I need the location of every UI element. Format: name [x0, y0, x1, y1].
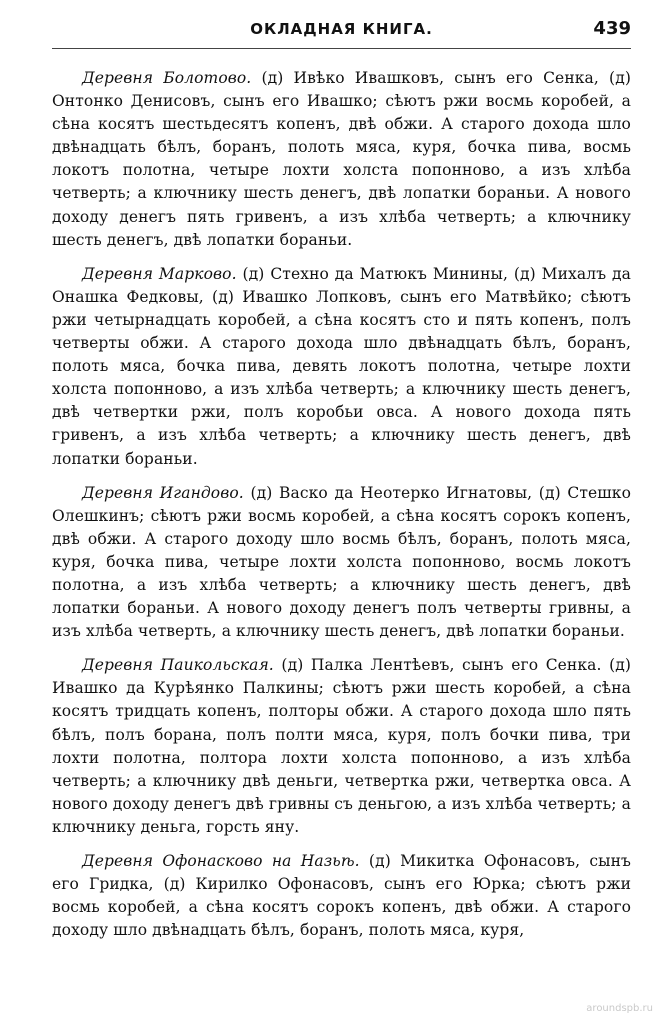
- watermark: aroundspb.ru: [586, 1003, 653, 1014]
- village-entry: [52, 850, 631, 942]
- village-entry: [52, 482, 631, 644]
- village-name: Деревня Офонасково на Назьѣ.: [82, 852, 360, 870]
- entry-text: (д) Палка Лентѣевъ, сынъ его Сенка. (д) Ивашко да Курѣянко Палкины; сѣютъ ржи шесть коробей, а сѣна косятъ тридцать копенъ, полторы обжи. А старого дохода шло пять бѣлъ, полъ борана, полъ полти мяса, куря, полъ бочки пива, три лохти полотна, полтора лохти холста попонново, а изъ хлѣба четверть; а ключнику двѣ деньги, четвертка ржи, четвертка овса. А нового доходу денегъ двѣ гривны съ деньгою, а изъ хлѣба четверть; а ключнику деньга, горсть яну.: [52, 656, 632, 836]
- village-name: Деревня Марково.: [82, 264, 237, 283]
- entry-text: (д) Васко да Неотерко Игнатовы, (д) Стешко Олешкинъ; сѣютъ ржи восмь коробей, а сѣна косятъ сорокъ копенъ, двѣ обжи. А старого доходу шло восмь бѣлъ, боранъ, полоть мяса, куря, бочка пива, четыре лохти холста попонново, восмь локотъ полотна, а изъ хлѣба четверть; а ключнику шесть денегъ, двѣ лопатки бораньи. А нового доходу денегъ полъ четверты гривны, а изъ хлѣба четверть, а ключнику шесть денегъ, двѣ лопатки бораньи.: [52, 483, 631, 641]
- village-name: Деревня Болотово.: [82, 69, 252, 87]
- running-head: [52, 20, 631, 49]
- page-number: 439: [593, 18, 631, 39]
- village-name: Деревня Паикольская.: [82, 656, 274, 675]
- entry-text: (д) Ивѣко Ивашковъ, сынъ его Сенка, (д) Онтонко Денисовъ, сынъ его Ивашко; сѣютъ ржи восмь коробей, а сѣна косятъ шестьдесятъ копенъ, двѣ обжи. А старого дохода шло двѣнадцать бѣлъ, боранъ, полоть мяса, куря, бочка пива, восмь локотъ полотна, четыре лохти холста попонново, а изъ хлѣба четверть; а ключнику шесть денегъ, двѣ лопатки бораньи. А нового доходу денегъ пять гривенъ, а изъ хлѣба четверть; а ключнику шесть денегъ, двѣ лопатки бораньи.: [52, 69, 631, 249]
- running-title: ОКЛАДНАЯ КНИГА.: [250, 20, 433, 38]
- entry-text: (д) Микитка Офонасовъ, сынъ его Гридка, (д) Кирилко Офонасовъ, сынъ его Юрка; сѣютъ ржи восмь коробей, а сѣна косятъ сорокъ копенъ, двѣ обжи. А старого доходу шло двѣнадцать бѣлъ, боранъ, полоть мяса, куря,: [52, 852, 631, 940]
- village-entry: [52, 67, 631, 252]
- village-name: Деревня Игандово.: [82, 483, 244, 502]
- village-entry: [52, 654, 631, 839]
- entry-text: (д) Стехно да Матюкъ Минины, (д) Михалъ да Онашка Федковы, (д) Ивашко Лопковъ, сынъ его Матвѣйко; сѣютъ ржи четырнадцать коробей, а сѣна косятъ сто и пять копенъ, полъ четверты обжи. А старого дохода шло двѣнадцать бѣлъ, боранъ, полоть мяса, бочка пива, девять локотъ полотна, четыре лохти холста попонново, а изъ хлѣба четверть; а ключнику шесть денегъ, двѣ четвертки ржи, полъ коробьи овса. А нового дохода пять гривенъ, а изъ хлѣба четверть; а ключнику шесть денегъ, двѣ лопатки бораньи.: [52, 264, 631, 468]
- village-entry: [52, 263, 631, 471]
